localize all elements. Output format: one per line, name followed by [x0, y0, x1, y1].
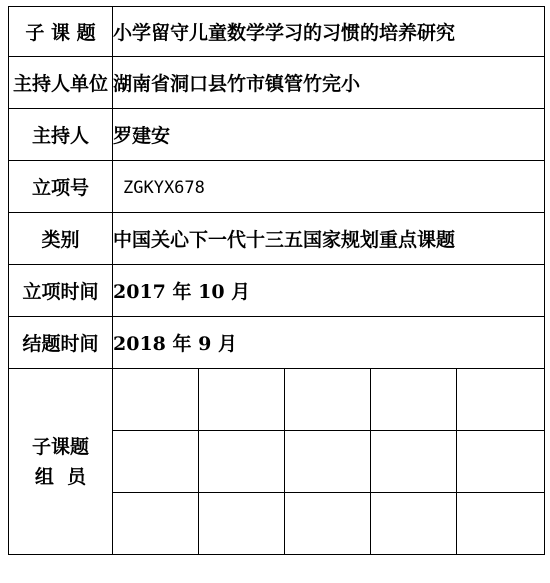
row-host-unit	[9, 57, 545, 109]
subtopic-value: 小学留守儿童数学学习的习惯的培养研究	[113, 7, 545, 57]
member-cell	[199, 431, 285, 493]
member-cell	[113, 431, 199, 493]
member-cell	[371, 369, 457, 431]
member-cell	[285, 431, 371, 493]
member-cell	[285, 369, 371, 431]
start-date-label: 立项时间	[9, 265, 113, 317]
host-label: 主持人	[9, 109, 113, 161]
row-end-date	[9, 317, 545, 369]
member-cell	[457, 431, 545, 493]
start-date-value: 2017 年 10 月	[113, 265, 545, 317]
host-unit-label: 主持人单位	[9, 57, 113, 109]
member-cell	[113, 493, 199, 555]
members-label-line2: 组 员	[34, 465, 87, 488]
row-subtopic	[9, 7, 545, 57]
row-start-date	[9, 265, 545, 317]
project-number-cell	[113, 161, 545, 213]
end-date-label: 结题时间	[9, 317, 113, 369]
host-value: 罗建安	[113, 109, 545, 161]
member-cell	[113, 369, 199, 431]
project-number-value: ZGKYX678	[123, 177, 205, 198]
row-category	[9, 213, 545, 265]
category-label: 类别	[9, 213, 113, 265]
members-label-line1: 子课题	[31, 435, 89, 458]
member-cell	[199, 369, 285, 431]
member-cell	[199, 493, 285, 555]
member-row-1	[9, 369, 545, 431]
project-number-label: 立项号	[9, 161, 113, 213]
members-label	[9, 369, 113, 555]
host-unit-value: 湖南省洞口县竹市镇管竹完小	[113, 57, 545, 109]
project-form-table	[8, 6, 545, 555]
category-value: 中国关心下一代十三五国家规划重点课题	[113, 213, 545, 265]
subtopic-label: 子 课 题	[9, 7, 113, 57]
member-cell	[457, 369, 545, 431]
row-project-number	[9, 161, 545, 213]
row-host	[9, 109, 545, 161]
member-cell	[457, 493, 545, 555]
end-date-value: 2018 年 9 月	[113, 317, 545, 369]
member-cell	[371, 431, 457, 493]
member-cell	[285, 493, 371, 555]
member-cell	[371, 493, 457, 555]
